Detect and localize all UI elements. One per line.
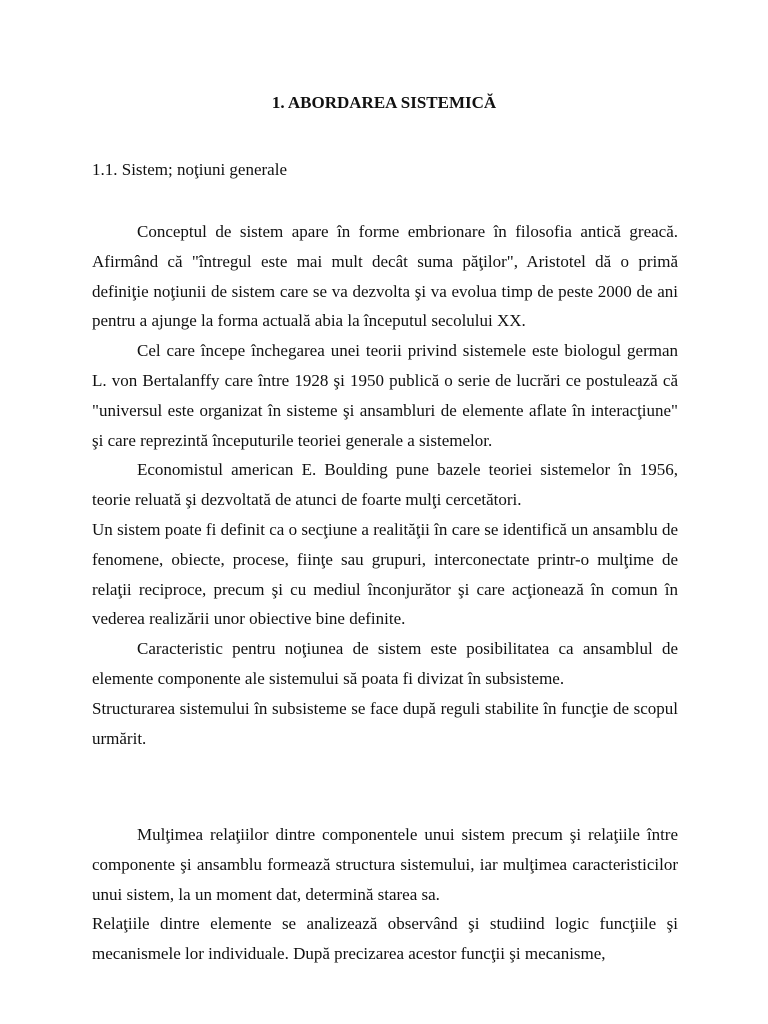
section-heading: 1.1. Sistem; noţiuni generale	[92, 160, 287, 179]
paragraph-4: Un sistem poate fi definit ca o secţiune a realităţii în care se identifică un ansamblu de fenomene, obiecte, procese, fiinţe sau grupuri, interconectate printr-o mulţime de relaţii reciproce, precum şi cu mediul înconjurător şi care acţionează în comun în vederea realizării unor obiective bine definite.	[92, 519, 678, 629]
text-block-main	[92, 217, 678, 753]
page-title: 1. ABORDAREA SISTEMICĂ	[271, 93, 497, 112]
paragraph-3: Economistul american E. Boulding pune bazele teoriei sistemelor în 1956, teorie reluată şi dezvoltată de atunci de foarte mulţi cercetători.	[92, 460, 678, 510]
paragraph-5: Caracteristic pentru noţiunea de sistem este posibilitatea ca ansamblul de elemente componente ale sistemului să poata fi divizat în subsisteme.	[92, 639, 678, 688]
paragraph-1: Conceptul de sistem apare în forme embrionare în filosofia antică greacă. Afirmând că "întregul este mai mult decât suma păţilor", Aristotel dă o primă definiţie noţiunii de sistem care se va dezvolta şi va evolua timp de peste 2000 de ani pentru a ajunge la forma actuală abia la începutul secolului XX.	[92, 222, 678, 331]
paragraph-8: Relaţiile dintre elemente se analizează observând şi studiind logic funcţiile şi mecanismele lor individuale. După precizarea acestor funcţii şi mecanisme,	[92, 914, 678, 964]
paragraph-2: Cel care începe închegarea unei teorii privind sistemele este biologul german L. von Bertalanffy care între 1928 şi 1950 publică o serie de lucrări ce postulează că "universul este organizat în sisteme şi ansambluri de elemente aflate în interacţiune" şi care reprezintă începuturile teoriei generale a sistemelor.	[92, 341, 678, 450]
paragraph-6: Structurarea sistemului în subsisteme se face după reguli stabilite în funcţie de scopul urmărit.	[92, 698, 678, 748]
text-block-lower	[92, 820, 678, 969]
paragraph-7: Mulţimea relaţiilor dintre componentele unui sistem precum şi relaţiile între componente şi ansamblu formează structura sistemului, iar mulţimea caracteristicilor unui sistem, la un moment dat, determină starea sa.	[92, 825, 678, 904]
